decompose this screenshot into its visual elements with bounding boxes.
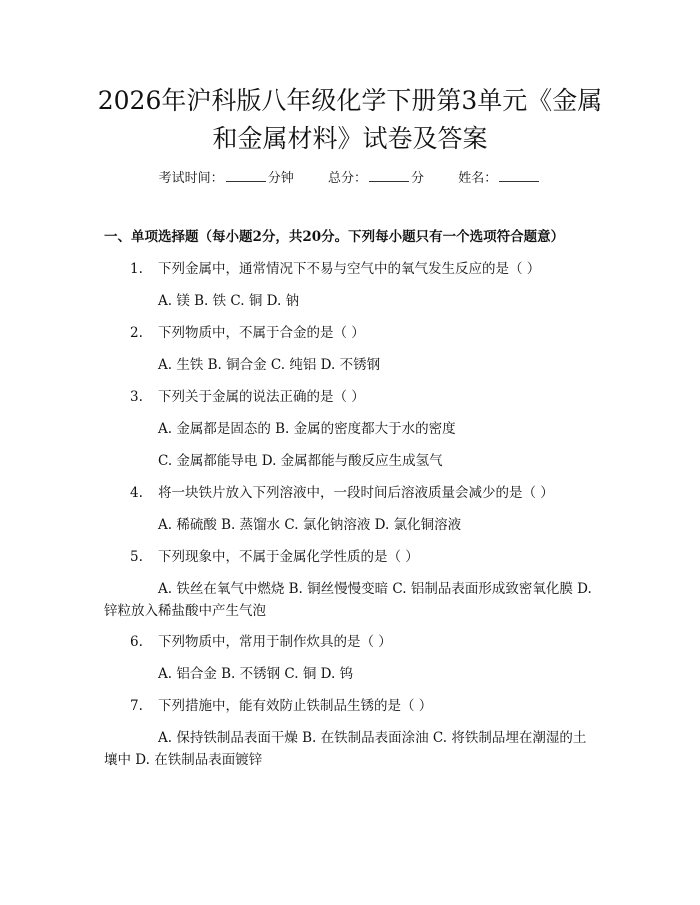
question-options: A. 金属都是固态的 B. 金属的密度都大于水的密度 xyxy=(158,421,456,437)
question-text: 下列物质中，不属于合金的是（ ） xyxy=(158,325,365,341)
time-label: 考试时间： xyxy=(158,171,224,186)
question-options: C. 金属都能导电 D. 金属都能与酸反应生成氢气 xyxy=(158,453,443,469)
question-text: 下列物质中，常用于制作炊具的是（ ） xyxy=(158,634,392,650)
question-number: 6. xyxy=(130,634,143,650)
time-unit: 分钟 xyxy=(267,171,294,186)
name-label: 姓名： xyxy=(458,171,498,186)
score-blank xyxy=(369,168,409,182)
question-text: 下列关于金属的说法正确的是（ ） xyxy=(158,389,365,405)
score-unit: 分 xyxy=(411,171,425,186)
question-text: 下列现象中，不属于金属化学性质的是（ ） xyxy=(158,549,419,565)
exam-meta xyxy=(0,168,700,189)
question-text: 将一块铁片放入下列溶液中，一段时间后溶液质量会减少的是（ ） xyxy=(158,485,554,501)
score-label: 总分： xyxy=(327,171,367,186)
question-number: 3. xyxy=(130,389,143,405)
question-number: 2. xyxy=(130,325,143,341)
page-title: 2026年沪科版八年级化学下册第3单元《金属和金属材料》试卷及答案 xyxy=(97,86,603,153)
section-heading: 一、单项选择题（每小题2分，共20分。下列每小题只有一个选项符合题意） xyxy=(104,229,565,245)
question-options: A. 镁 B. 铁 C. 铜 D. 钠 xyxy=(158,293,300,309)
question-options: A. 铝合金 B. 不锈钢 C. 铜 D. 钨 xyxy=(158,666,354,682)
question-options: A. 铁丝在氧气中燃烧 B. 铜丝慢慢变暗 C. 铝制品表面形成致密氧化膜 D. 锌粒放入稀盐酸中产生气泡 xyxy=(104,581,592,619)
question-number: 5. xyxy=(130,549,143,565)
question-number: 1. xyxy=(130,261,143,277)
question-text: 下列措施中，能有效防止铁制品生锈的是（ ） xyxy=(158,698,433,714)
name-blank xyxy=(499,168,539,182)
question-text: 下列金属中，通常情况下不易与空气中的氧气发生反应的是（ ） xyxy=(158,261,541,277)
question-number: 4. xyxy=(130,485,143,501)
question-number: 7. xyxy=(130,698,143,714)
question-options: A. 生铁 B. 铜合金 C. 纯铝 D. 不锈钢 xyxy=(158,357,381,373)
time-blank xyxy=(226,168,266,182)
question-options: A. 稀硫酸 B. 蒸馏水 C. 氯化钠溶液 D. 氯化铜溶液 xyxy=(158,517,462,533)
question-options: A. 保持铁制品表面干燥 B. 在铁制品表面涂油 C. 将铁制品埋在潮湿的土壤中 D. 在铁制品表面镀锌 xyxy=(104,730,587,768)
